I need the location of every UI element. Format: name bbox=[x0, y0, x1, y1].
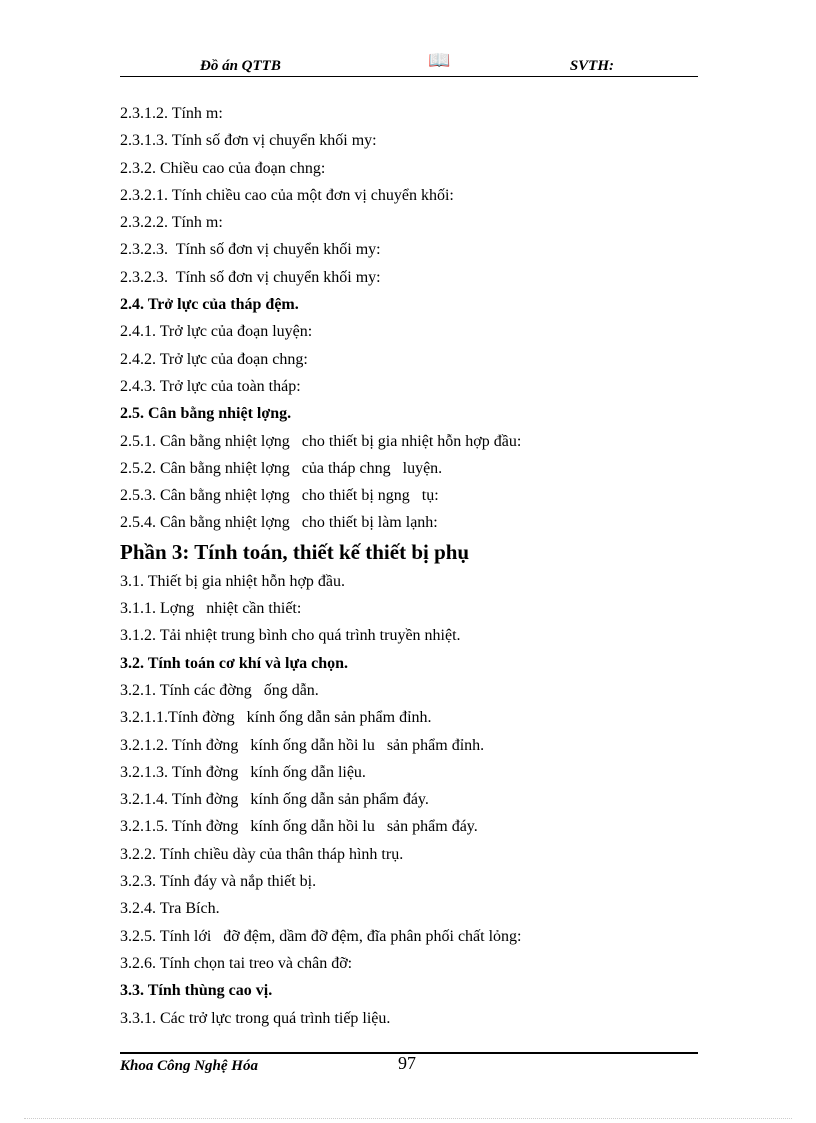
toc-item: 2.3.1.2. Tính m: bbox=[120, 105, 223, 122]
toc-item: 3.2.1. Tính các đờng ống dẫn. bbox=[120, 681, 319, 699]
toc-item: 2.3.1.3. Tính số đơn vị chuyển khối my: bbox=[120, 132, 377, 150]
page-header bbox=[120, 50, 698, 77]
toc-item: 2.3.2. Chiều cao của đoạn chng: bbox=[120, 159, 326, 177]
section-heading: 2.5. Cân bằng nhiệt lợng. bbox=[120, 405, 292, 423]
toc-item: 3.2.1.4. Tính đờng kính ống dẫn sản phẩm đáy. bbox=[120, 791, 429, 809]
toc-item: 2.5.3. Cân bằng nhiệt lợng cho thiết bị ngng tụ: bbox=[120, 487, 439, 505]
toc-item: 3.2.6. Tính chọn tai treo và chân đỡ: bbox=[120, 954, 353, 972]
page-edge bbox=[24, 1118, 792, 1119]
toc-item: 3.1. Thiết bị gia nhiệt hỗn hợp đầu. bbox=[120, 572, 346, 590]
section-heading: 2.4. Trở lực của tháp đệm. bbox=[120, 296, 299, 314]
toc-item: 3.2.1.3. Tính đờng kính ống dẫn liệu. bbox=[120, 763, 366, 781]
toc-item: 2.3.2.2. Tính m: bbox=[120, 214, 223, 232]
toc-item: 2.4.2. Trở lực của đoạn chng: bbox=[120, 350, 308, 368]
toc-item: 2.3.2.1. Tính chiều cao của một đơn vị chuyển khối: bbox=[120, 186, 454, 204]
toc-item: 3.2.1.2. Tính đờng kính ống dẫn hồi lu sản phẩm đỉnh. bbox=[120, 736, 485, 754]
toc-item: 2.5.2. Cân bằng nhiệt lợng của tháp chng luyện. bbox=[120, 459, 443, 477]
toc-item: 3.2.1.1.Tính đờng kính ống dẫn sản phẩm đỉnh. bbox=[120, 709, 432, 727]
toc-item: 3.2.1.5. Tính đờng kính ống dẫn hồi lu sản phẩm đáy. bbox=[120, 818, 478, 836]
toc-item: 3.2.4. Tra Bích. bbox=[120, 900, 220, 918]
toc-item: 3.2.5. Tính lới đỡ đệm, dầm đỡ đệm, đĩa phân phối chất lỏng: bbox=[120, 927, 522, 945]
toc-item: 3.2.2. Tính chiều dày của thân tháp hình trụ. bbox=[120, 845, 404, 863]
toc-item: 3.2.3. Tính đáy và nắp thiết bị. bbox=[120, 873, 317, 891]
toc-list bbox=[120, 100, 700, 1032]
header-left: Đồ án QTTB bbox=[200, 58, 281, 74]
toc-item: 2.4.3. Trở lực của toàn tháp: bbox=[120, 377, 301, 395]
toc-item: 2.4.1. Trở lực của đoạn luyện: bbox=[120, 323, 313, 341]
toc-item: 2.3.2.3. Tính số đơn vị chuyển khối my: bbox=[120, 241, 381, 259]
section-heading: 3.3. Tính thùng cao vị. bbox=[120, 982, 273, 1000]
footer-left: Khoa Công Nghệ Hóa bbox=[120, 1058, 258, 1074]
book-icon: 📖 bbox=[428, 50, 451, 70]
section-heading: 3.2. Tính toán cơ khí và lựa chọn. bbox=[120, 654, 348, 672]
part-heading: Phần 3: Tính toán, thiết kế thiết bị phụ bbox=[120, 539, 470, 564]
toc-item: 3.3.1. Các trở lực trong quá trình tiếp liệu. bbox=[120, 1009, 391, 1027]
toc-item: 2.5.1. Cân bằng nhiệt lợng cho thiết bị gia nhiệt hỗn hợp đầu: bbox=[120, 432, 522, 450]
header-right: SVTH: bbox=[569, 58, 614, 74]
toc-item: 3.1.1. Lợng nhiệt cần thiết: bbox=[120, 600, 302, 618]
page-number: 97 bbox=[398, 1053, 416, 1073]
toc-item: 2.3.2.3. Tính số đơn vị chuyển khối my: bbox=[120, 268, 381, 286]
toc-item: 3.1.2. Tải nhiệt trung bình cho quá trình truyền nhiệt. bbox=[120, 627, 461, 645]
toc-item: 2.5.4. Cân bằng nhiệt lợng cho thiết bị làm lạnh: bbox=[120, 514, 438, 532]
